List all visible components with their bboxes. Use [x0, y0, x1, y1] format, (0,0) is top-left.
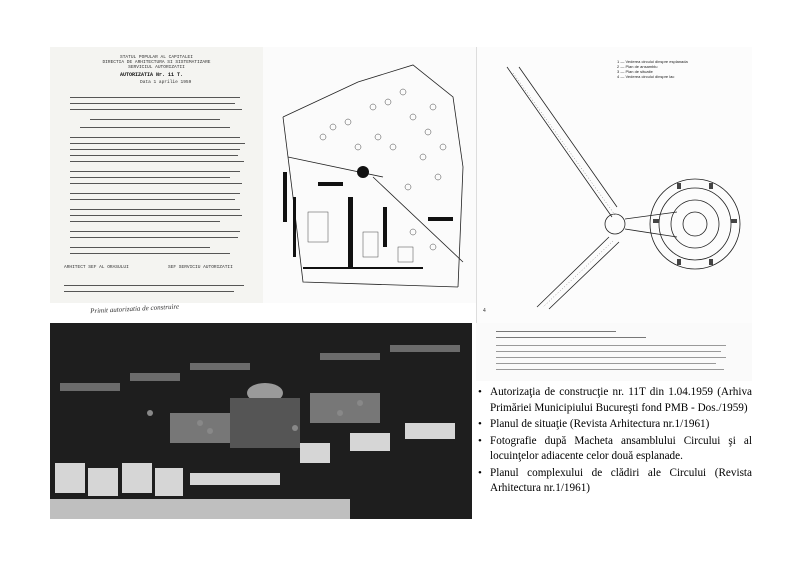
complex-plan-number: 4 [483, 308, 486, 314]
caption-item: • Fotografie după Macheta ansamblului Circului şi al locuinţelor adiacente celor două esplanade. [490, 434, 752, 465]
site-plan-drawing [263, 47, 476, 303]
model-photograph [50, 323, 472, 519]
complex-legend-item: 1 — Vederea circului dinspre esplanada [617, 59, 688, 64]
handwritten-note-text: Primit autorizatia de construire [90, 303, 180, 316]
site-plan-svg [263, 47, 476, 303]
document-footer-left: ARHITECT SEF AL ORASULUI [64, 265, 129, 270]
caption-item: • Planul de situaţie (Revista Arhitectura nr.1/1961) [490, 417, 752, 433]
handwritten-note [90, 303, 250, 321]
document-footer-right: SEF SERVICIU AUTORIZATII [168, 265, 233, 270]
authorization-document-scan [50, 47, 263, 303]
model-photograph-svg [50, 323, 472, 519]
document-header-line: SERVICIUL AUTORIZATII [128, 65, 185, 70]
complex-legend-item: 2 — Plan de ansamblu [617, 64, 658, 69]
document-header-line: STATUL POPULAR AL CAPITALEI [120, 55, 193, 60]
document-date: Data 1 aprilie 1959 [140, 80, 192, 85]
document-title: AUTORIZATIA Nr. 11 T. [120, 72, 184, 78]
complex-legend-item: 4 — Vederea circului dinspre lac [617, 74, 675, 79]
complex-legend [617, 59, 747, 79]
plan-legend-block [476, 323, 752, 381]
complex-plan-svg [477, 47, 752, 323]
captions-list [476, 385, 752, 520]
caption-item: • Autorizaţia de construcţie nr. 11T din 1.04.1959 (Arhiva Primăriei Municipiului Bucureşti fond PMB - Dos./1959) [490, 385, 752, 416]
circus-complex-plan [476, 47, 752, 323]
complex-legend-item: 3 — Plan de situatie [617, 69, 653, 74]
document-header-line: DIRECTIA DE ARHITECTURA SI SISTEMATIZARE [102, 60, 211, 65]
caption-item: • Planul complexului de clădiri ale Circului (Revista Arhitectura nr.1/1961) [490, 466, 752, 497]
